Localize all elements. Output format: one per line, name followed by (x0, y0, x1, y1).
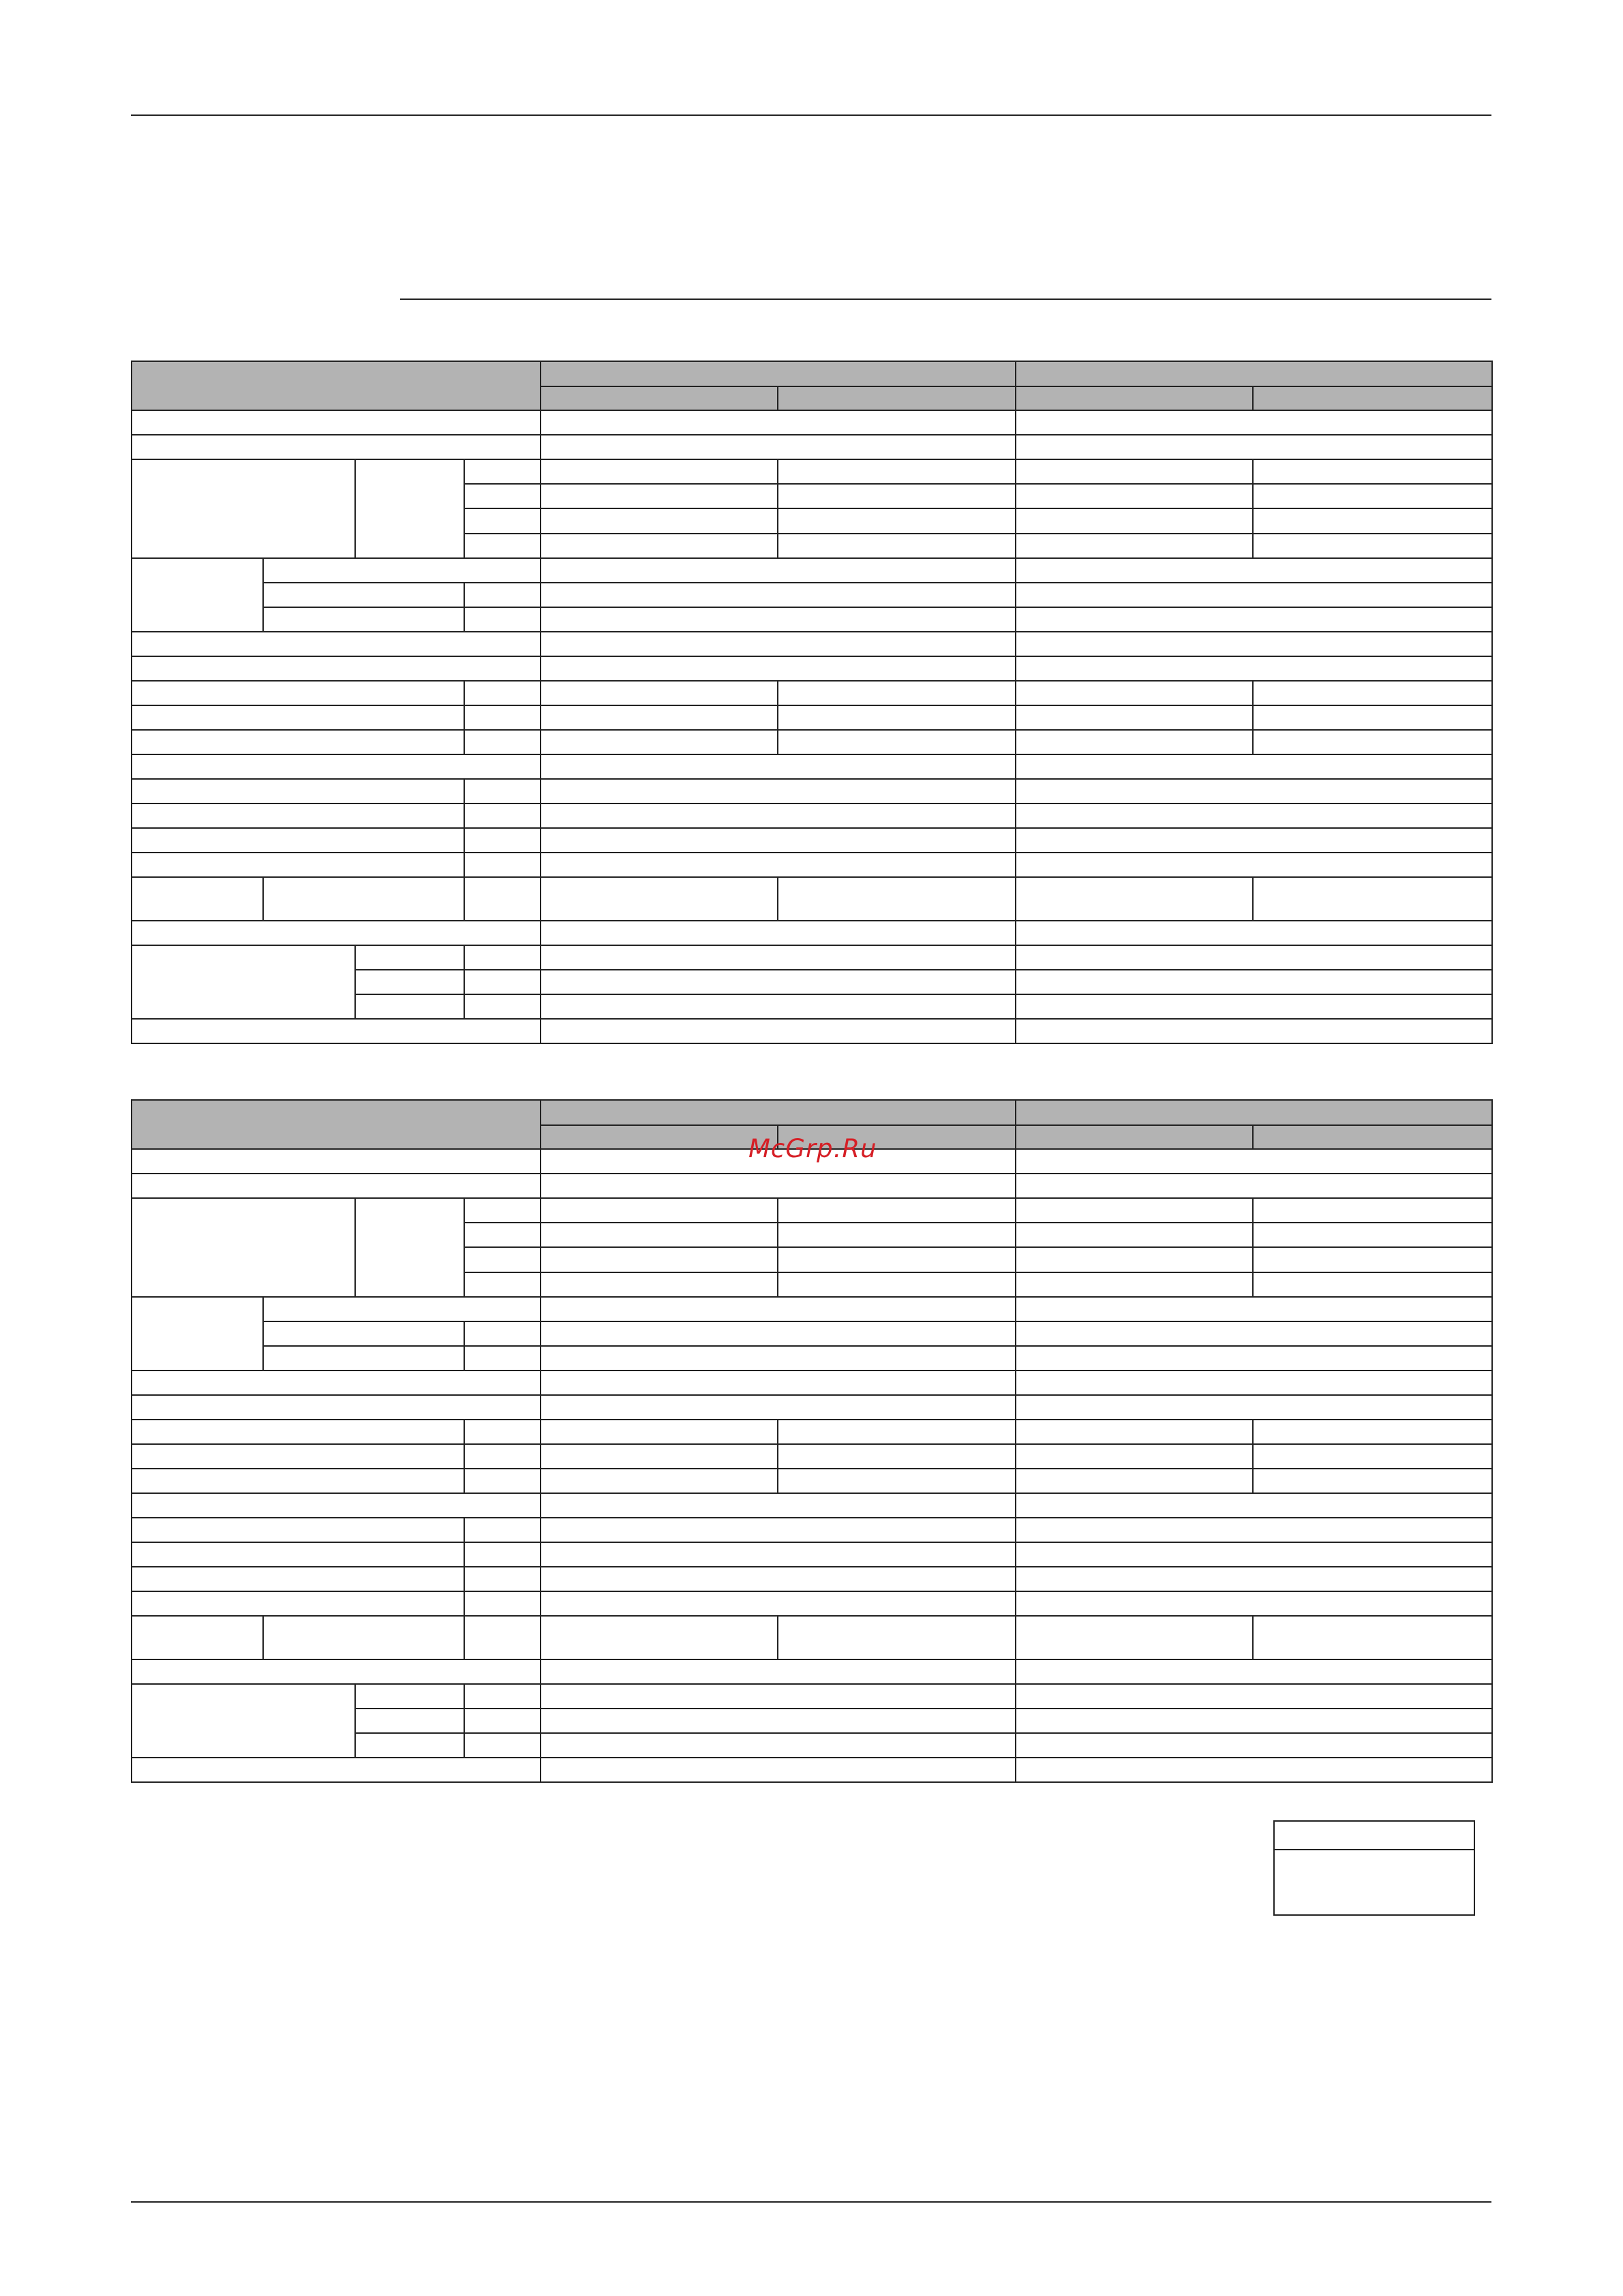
table-cell (540, 1542, 1016, 1567)
table-cell (777, 459, 1016, 485)
table-cell (540, 969, 1016, 995)
table-cell (131, 920, 541, 946)
table-cell (540, 680, 778, 706)
table-cell (131, 1018, 541, 1044)
table-cell (1252, 483, 1493, 509)
table-cell (1015, 994, 1493, 1020)
table-cell (464, 876, 541, 921)
table-cell (131, 656, 541, 682)
table-cell (464, 1517, 541, 1543)
table-cell (464, 1419, 541, 1445)
table-cell (540, 1732, 1016, 1758)
table-cell (777, 1419, 1016, 1445)
table-cell (464, 1615, 541, 1660)
table-cell (540, 656, 1016, 682)
table-cell (540, 1566, 1016, 1592)
table-cell (1015, 1197, 1254, 1223)
table-cell (464, 1246, 541, 1273)
table-cell (540, 459, 778, 485)
table-cell (131, 945, 356, 1020)
table-cell (777, 876, 1016, 921)
table-cell (131, 827, 465, 853)
table-cell (1252, 876, 1493, 921)
table-cell (540, 533, 778, 559)
table-cell (464, 483, 541, 509)
table-cell (1015, 1345, 1493, 1371)
table-cell (354, 1683, 465, 1709)
table-cell (777, 1272, 1016, 1298)
table-cell (1015, 1419, 1254, 1445)
table-cell (464, 459, 541, 485)
table-cell (464, 778, 541, 804)
table-cell (1015, 1173, 1493, 1199)
table-cell (1252, 1222, 1493, 1248)
table-cell (1015, 1732, 1493, 1758)
table-cell (1015, 434, 1493, 460)
table-cell (540, 876, 778, 921)
table-cell (1015, 680, 1254, 706)
table-cell (464, 1272, 541, 1298)
table-cell (1015, 1272, 1254, 1298)
table-cell (131, 1615, 264, 1660)
table-cell (1015, 827, 1493, 853)
table-cell (540, 1615, 778, 1660)
table-cell (777, 483, 1016, 509)
header-cell (131, 1099, 541, 1150)
table-cell (354, 994, 465, 1020)
table-cell (464, 705, 541, 731)
table-cell (1015, 1517, 1493, 1543)
table-cell (464, 508, 541, 534)
table-cell (1015, 1018, 1493, 1044)
table-cell (131, 1148, 541, 1174)
table-cell (777, 1197, 1016, 1223)
table-cell (1252, 1468, 1493, 1494)
table-cell (1252, 1272, 1493, 1298)
table-cell (540, 508, 778, 534)
table-cell (464, 607, 541, 632)
table-cell (262, 582, 465, 608)
table-cell (540, 994, 1016, 1020)
table-cell (540, 1018, 1016, 1044)
header-cell (540, 1124, 778, 1150)
table-cell (540, 729, 778, 755)
top-rule (131, 114, 1491, 116)
table-cell (131, 1296, 264, 1371)
table-cell (464, 1443, 541, 1469)
table-cell (464, 1345, 541, 1371)
table-cell (1252, 508, 1493, 534)
table-cell (540, 1591, 1016, 1617)
table-cell (131, 1517, 465, 1543)
table-cell (777, 1615, 1016, 1660)
table-cell (1252, 729, 1493, 755)
table-cell (540, 1468, 778, 1494)
table-cell (777, 1222, 1016, 1248)
table-cell (1252, 1197, 1493, 1223)
table-cell (1015, 582, 1493, 608)
spec-table-1 (131, 361, 1491, 1043)
table-cell (131, 557, 264, 632)
table-cell (540, 1708, 1016, 1734)
table-cell (464, 533, 541, 559)
table-cell (464, 680, 541, 706)
table-cell (131, 1370, 541, 1396)
table-cell (464, 1197, 541, 1223)
table-cell (354, 969, 465, 995)
header-cell (1015, 1124, 1254, 1150)
table-cell (777, 729, 1016, 755)
table-cell (131, 1757, 541, 1783)
watermark: McGrp.Ru (748, 1134, 877, 1163)
table-cell (262, 1345, 465, 1371)
table-cell (1015, 803, 1493, 829)
table-cell (1252, 1615, 1493, 1660)
table-cell (540, 607, 1016, 632)
table-cell (540, 1757, 1016, 1783)
header-cell (540, 1099, 1016, 1126)
table-cell (1015, 483, 1254, 509)
table-cell (354, 1197, 465, 1298)
table-cell (777, 508, 1016, 534)
table-cell (131, 1493, 541, 1518)
table-cell (131, 729, 465, 755)
table-cell (131, 1468, 465, 1494)
table-cell (1015, 607, 1493, 632)
table-cell (1015, 1683, 1493, 1709)
table-cell (540, 1173, 1016, 1199)
table-cell (1015, 1321, 1493, 1347)
table-cell (540, 1296, 1016, 1322)
table-cell (1252, 1246, 1493, 1273)
table-cell (540, 1222, 778, 1248)
table-cell (1015, 557, 1493, 583)
table-cell (1015, 705, 1254, 731)
table-cell (540, 557, 1016, 583)
table-cell (540, 1370, 1016, 1396)
table-cell (464, 803, 541, 829)
table-cell (540, 920, 1016, 946)
table-cell (540, 803, 1016, 829)
table-cell (540, 1246, 778, 1273)
table-cell (131, 778, 465, 804)
table-cell (540, 1197, 778, 1223)
table-cell (131, 1419, 465, 1445)
header-cell (1252, 386, 1493, 411)
spec-table-2 (131, 1099, 1491, 1781)
table-cell (1015, 920, 1493, 946)
table-cell (1015, 410, 1493, 435)
table-cell (777, 705, 1016, 731)
table-cell (131, 1197, 356, 1298)
table-cell (131, 1394, 541, 1420)
table-cell (1252, 533, 1493, 559)
header-cell (1015, 386, 1254, 411)
table-cell (464, 1732, 541, 1758)
table-cell (540, 827, 1016, 853)
table-cell (464, 969, 541, 995)
header-cell (1015, 361, 1493, 387)
table-cell (1252, 680, 1493, 706)
table-cell (131, 1542, 465, 1567)
table-cell (540, 483, 778, 509)
table-cell (131, 1566, 465, 1592)
table-cell (262, 607, 465, 632)
table-cell (354, 945, 465, 970)
table-cell (1015, 1708, 1493, 1734)
table-cell (464, 1542, 541, 1567)
table-cell (540, 1443, 778, 1469)
table-cell (464, 994, 541, 1020)
table-cell (1015, 754, 1493, 780)
table-cell (777, 1246, 1016, 1273)
table-cell (464, 1708, 541, 1734)
header-cell (131, 361, 541, 411)
table-cell (540, 582, 1016, 608)
table-cell (1252, 1419, 1493, 1445)
header-cell (540, 386, 778, 411)
table-cell (540, 410, 1016, 435)
table-cell (354, 459, 465, 559)
section-rule (400, 299, 1491, 300)
table-cell (1015, 778, 1493, 804)
table-cell (464, 582, 541, 608)
header-cell (1252, 1124, 1493, 1150)
table-cell (1015, 508, 1254, 534)
table-cell (1252, 459, 1493, 485)
table-cell (777, 1468, 1016, 1494)
table-cell (354, 1708, 465, 1734)
table-cell (464, 1321, 541, 1347)
table-cell (540, 434, 1016, 460)
table-cell (1015, 1591, 1493, 1617)
table-cell (131, 876, 264, 921)
table-cell (262, 1615, 465, 1660)
table-cell (1252, 705, 1493, 731)
table-cell (354, 1732, 465, 1758)
table-cell (1015, 1659, 1493, 1685)
table-cell (1015, 533, 1254, 559)
table-cell (1015, 1148, 1493, 1174)
table-cell (1015, 656, 1493, 682)
table-cell (1015, 1493, 1493, 1518)
table-cell (1015, 459, 1254, 485)
table-cell (131, 434, 541, 460)
table-cell (131, 1173, 541, 1199)
table-cell (464, 852, 541, 878)
table-cell (131, 1443, 465, 1469)
table-cell (131, 680, 465, 706)
table-cell (131, 754, 541, 780)
table-cell (464, 1468, 541, 1494)
table-cell (131, 1591, 465, 1617)
note-box-body (1273, 1849, 1475, 1916)
table-cell (464, 1566, 541, 1592)
table-cell (540, 631, 1016, 657)
table-cell (1015, 1566, 1493, 1592)
table-cell (131, 852, 465, 878)
table-cell (540, 1419, 778, 1445)
table-cell (1015, 729, 1254, 755)
table-cell (1015, 1757, 1493, 1783)
table-cell (262, 1321, 465, 1347)
table-cell (540, 1321, 1016, 1347)
table-cell (540, 1683, 1016, 1709)
table-cell (540, 1659, 1016, 1685)
table-cell (262, 876, 465, 921)
table-cell (131, 705, 465, 731)
table-cell (1252, 1443, 1493, 1469)
table-cell (262, 1296, 541, 1322)
table-cell (540, 852, 1016, 878)
table-cell (1015, 1246, 1254, 1273)
table-cell (1015, 1296, 1493, 1322)
table-cell (1015, 1222, 1254, 1248)
table-cell (464, 1683, 541, 1709)
table-cell (131, 1683, 356, 1758)
table-cell (1015, 631, 1493, 657)
table-cell (540, 1517, 1016, 1543)
table-cell (777, 533, 1016, 559)
table-cell (540, 1345, 1016, 1371)
table-cell (131, 410, 541, 435)
table-cell (1015, 969, 1493, 995)
table-cell (1015, 945, 1493, 970)
table-cell (1015, 852, 1493, 878)
table-cell (131, 803, 465, 829)
table-cell (131, 631, 541, 657)
table-cell (464, 1222, 541, 1248)
table-cell (540, 945, 1016, 970)
table-cell (1015, 1468, 1254, 1494)
header-cell (1015, 1099, 1493, 1126)
bottom-rule (131, 2201, 1491, 2203)
table-cell (540, 778, 1016, 804)
table-cell (464, 1591, 541, 1617)
table-cell (464, 945, 541, 970)
table-cell (1015, 1394, 1493, 1420)
header-cell (777, 386, 1016, 411)
table-cell (262, 557, 541, 583)
table-cell (131, 1659, 541, 1685)
note-box-header (1273, 1820, 1475, 1850)
table-cell (540, 1272, 778, 1298)
table-cell (777, 1443, 1016, 1469)
table-cell (1015, 876, 1254, 921)
table-cell (540, 1394, 1016, 1420)
table-cell (540, 754, 1016, 780)
table-cell (540, 705, 778, 731)
table-cell (540, 1493, 1016, 1518)
header-cell (540, 361, 1016, 387)
table-cell (1015, 1370, 1493, 1396)
table-cell (464, 827, 541, 853)
table-cell (1015, 1615, 1254, 1660)
table-cell (131, 459, 356, 559)
table-cell (1015, 1542, 1493, 1567)
table-cell (777, 680, 1016, 706)
table-cell (464, 729, 541, 755)
table-cell (1015, 1443, 1254, 1469)
